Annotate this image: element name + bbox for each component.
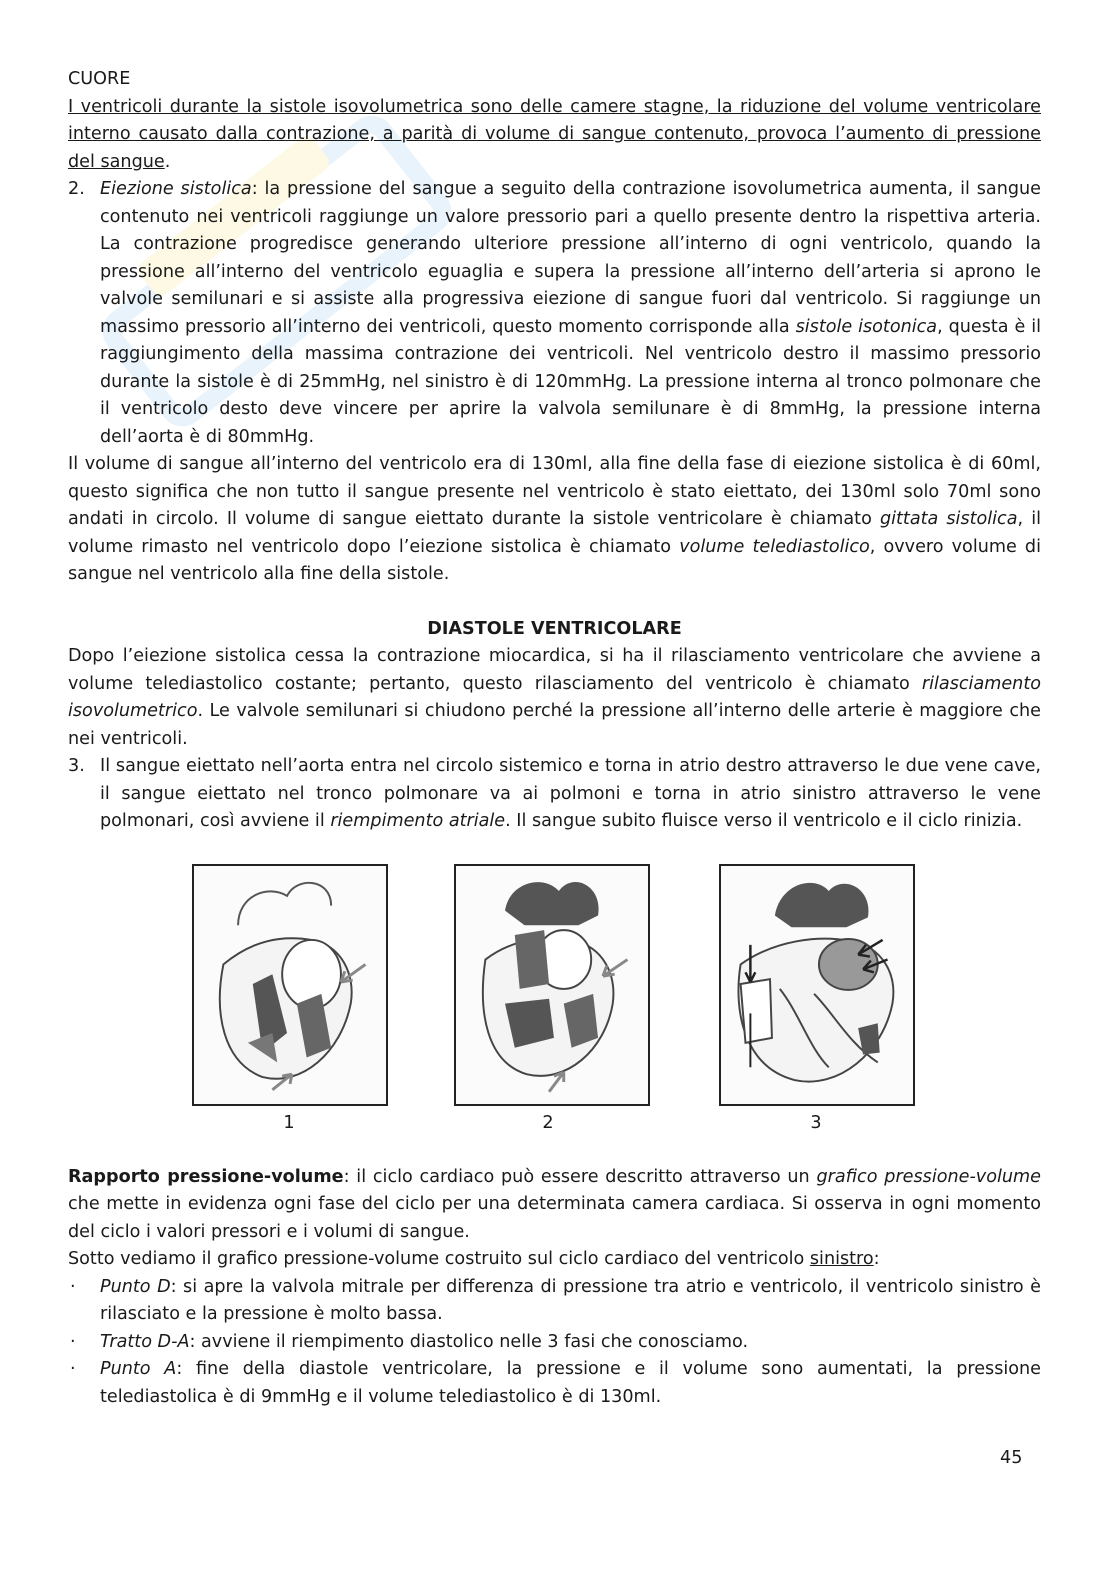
page-number: 45 xyxy=(1000,1448,1023,1468)
intro-underlined-text: I ventricoli durante la sistole isovolumetrica sono delle camere stagne, la riduzione del volume ventricolare interno causato dalla contrazione, a parità di volume di sangue contenuto, provoca l’aumento di pressione del sangue xyxy=(68,96,1041,172)
term-sistole-isotonica: sistole isotonica xyxy=(795,316,938,337)
term-eiezione-sistolica: Eiezione sistolica xyxy=(100,179,252,199)
bullet-item: · Punto A: fine della diastole ventricolare, la pressione e il volume sono aumentati, la pressione telediastolica è di 9mmHg e il volume telediastolico è di 130ml. xyxy=(68,1356,1041,1411)
underlined-sinistro: sinistro xyxy=(809,1249,874,1269)
document-page xyxy=(68,66,1041,1411)
section-label: CUORE xyxy=(68,69,131,89)
term-punto-d: Punto D xyxy=(100,1276,171,1297)
heart-figure-1 xyxy=(192,864,388,1106)
list-item-eiezione: 2. Eiezione sistolica: la pressione del sangue a seguito della contrazione isovolumetrica aumenta, il sangue contenuto nei ventricoli raggiunge un valore pressorio pari a quello presente dentro la rispettiva arteria. La contrazione progredisce generando ulteriore pressione all’interno di ogni ventricolo, quando la pressione all’interno del ventricolo eguaglia e supera la pressione all’interno dell’arteria si aprono le valvole semilunari e si assiste alla progressiva eiezione di sangue fuori dal ventricolo. Si raggiunge un massimo pressorio all’interno dei ventricoli, questo momento corrisponde alla sistole isotonica, questa è il raggiungimento della massima contrazione dei ventricoli. Nel ventricolo destro il massimo pressorio durante la sistole è di 25mmHg, nel sinistro è di 120mmHg. La pressione interna al tronco polmonare che il ventricolo desto deve vincere per aprire la valvola semilunare è di 8mmHg, la pressione interna dell’aorta è di 80mmHg. xyxy=(68,176,1041,451)
figure-caption-2: 2 xyxy=(542,1112,554,1133)
item-number: 2. xyxy=(68,179,85,199)
heart-diagram-1 xyxy=(194,866,386,1104)
figure-caption-3: 3 xyxy=(810,1112,822,1133)
intro-paragraph: I ventricoli durante la sistole isovolumetrica sono delle camere stagne, la riduzione del volume ventricolare interno causato dalla contrazione, a parità di volume di sangue contenuto, provoca l’aumento di pressione del sangue. xyxy=(68,96,1041,172)
graph-intro: Sotto vediamo il grafico pressione-volume costruito sul ciclo cardiaco del ventricolo sinistro: xyxy=(68,1249,880,1269)
bullet-item: · Tratto D-A: avviene il riempimento diastolico nelle 3 fasi che conosciamo. xyxy=(68,1329,1041,1357)
bullet-dot: · xyxy=(70,1331,76,1352)
bullet-dot: · xyxy=(70,1276,76,1297)
term-riempimento-atriale: riempimento atriale xyxy=(330,811,506,831)
section-heading: DIASTOLE VENTRICOLARE xyxy=(427,618,682,639)
heart-figure-3 xyxy=(719,864,915,1106)
heart-figure-2 xyxy=(454,864,650,1106)
list-item-riempimento: 3. Il sangue eiettato nell’aorta entra nel circolo sistemico e torna in atrio destro attraverso le due vene cave, il sangue eiettato nel tronco polmonare va ai polmoni e torna in atrio sinistro attraverso le vene polmonari, così avviene il riempimento atriale. Il sangue subito fluisce verso il ventricolo e il ciclo rinizia. xyxy=(68,753,1041,836)
item-number: 3. xyxy=(68,756,85,776)
term-tratto-d-a: Tratto D-A xyxy=(100,1331,190,1352)
bullet-item: · Punto D: si apre la valvola mitrale per differenza di pressione tra atrio e ventricolo, il ventricolo sinistro è rilasciato e la pressione è molto bassa. xyxy=(68,1274,1041,1329)
heart-figures xyxy=(68,864,1041,1164)
diastole-paragraph: Dopo l’eiezione sistolica cessa la contrazione miocardica, si ha il rilasciamento ventricolare che avviene a volume telediastolico costante; pertanto, questo rilasciamento del ventricolo è chiamato rilasciamento isovolumetrico. Le valvole semilunari si chiudono perché la pressione all’interno delle arterie è maggiore che nei ventricoli. xyxy=(68,646,1041,749)
figure-caption-1: 1 xyxy=(283,1112,295,1133)
heart-diagram-2 xyxy=(456,866,648,1104)
pv-paragraph: Rapporto pressione-volume: il ciclo cardiaco può essere descritto attraverso un grafico pressione-volume che mette in evidenza ogni fase del ciclo per una determinata camera cardiaca. Si osserva in ogni momento del ciclo i valori pressori e i volumi di sangue. xyxy=(68,1166,1041,1242)
term-grafico-pressione-volume: grafico pressione-volume xyxy=(816,1166,1041,1187)
term-punto-a: Punto A xyxy=(100,1359,177,1379)
bullet-dot: · xyxy=(70,1359,76,1379)
term-rapporto-pressione-volume: Rapporto pressione-volume xyxy=(68,1166,344,1187)
volume-paragraph: Il volume di sangue all’interno del ventricolo era di 130ml, alla fine della fase di eiezione sistolica è di 60ml, questo significa che non tutto il sangue presente nel ventricolo è stato eiettato, dei 130ml solo 70ml sono andati in circolo. Il volume di sangue eiettato durante la sistole ventricolare è chiamato gittata sistolica, il volume rimasto nel ventricolo dopo l’eiezione sistolica è chiamato volume telediastolico, ovvero volume di sangue nel ventricolo alla fine della sistole. xyxy=(68,454,1041,584)
term-rilasciamento-isovolumetrico: rilasciamento isovolumetrico xyxy=(68,673,1041,721)
term-gittata-sistolica: gittata sistolica xyxy=(879,509,1018,529)
term-volume-telediastolico: volume telediastolico xyxy=(679,536,870,557)
heart-diagram-3 xyxy=(721,866,913,1104)
